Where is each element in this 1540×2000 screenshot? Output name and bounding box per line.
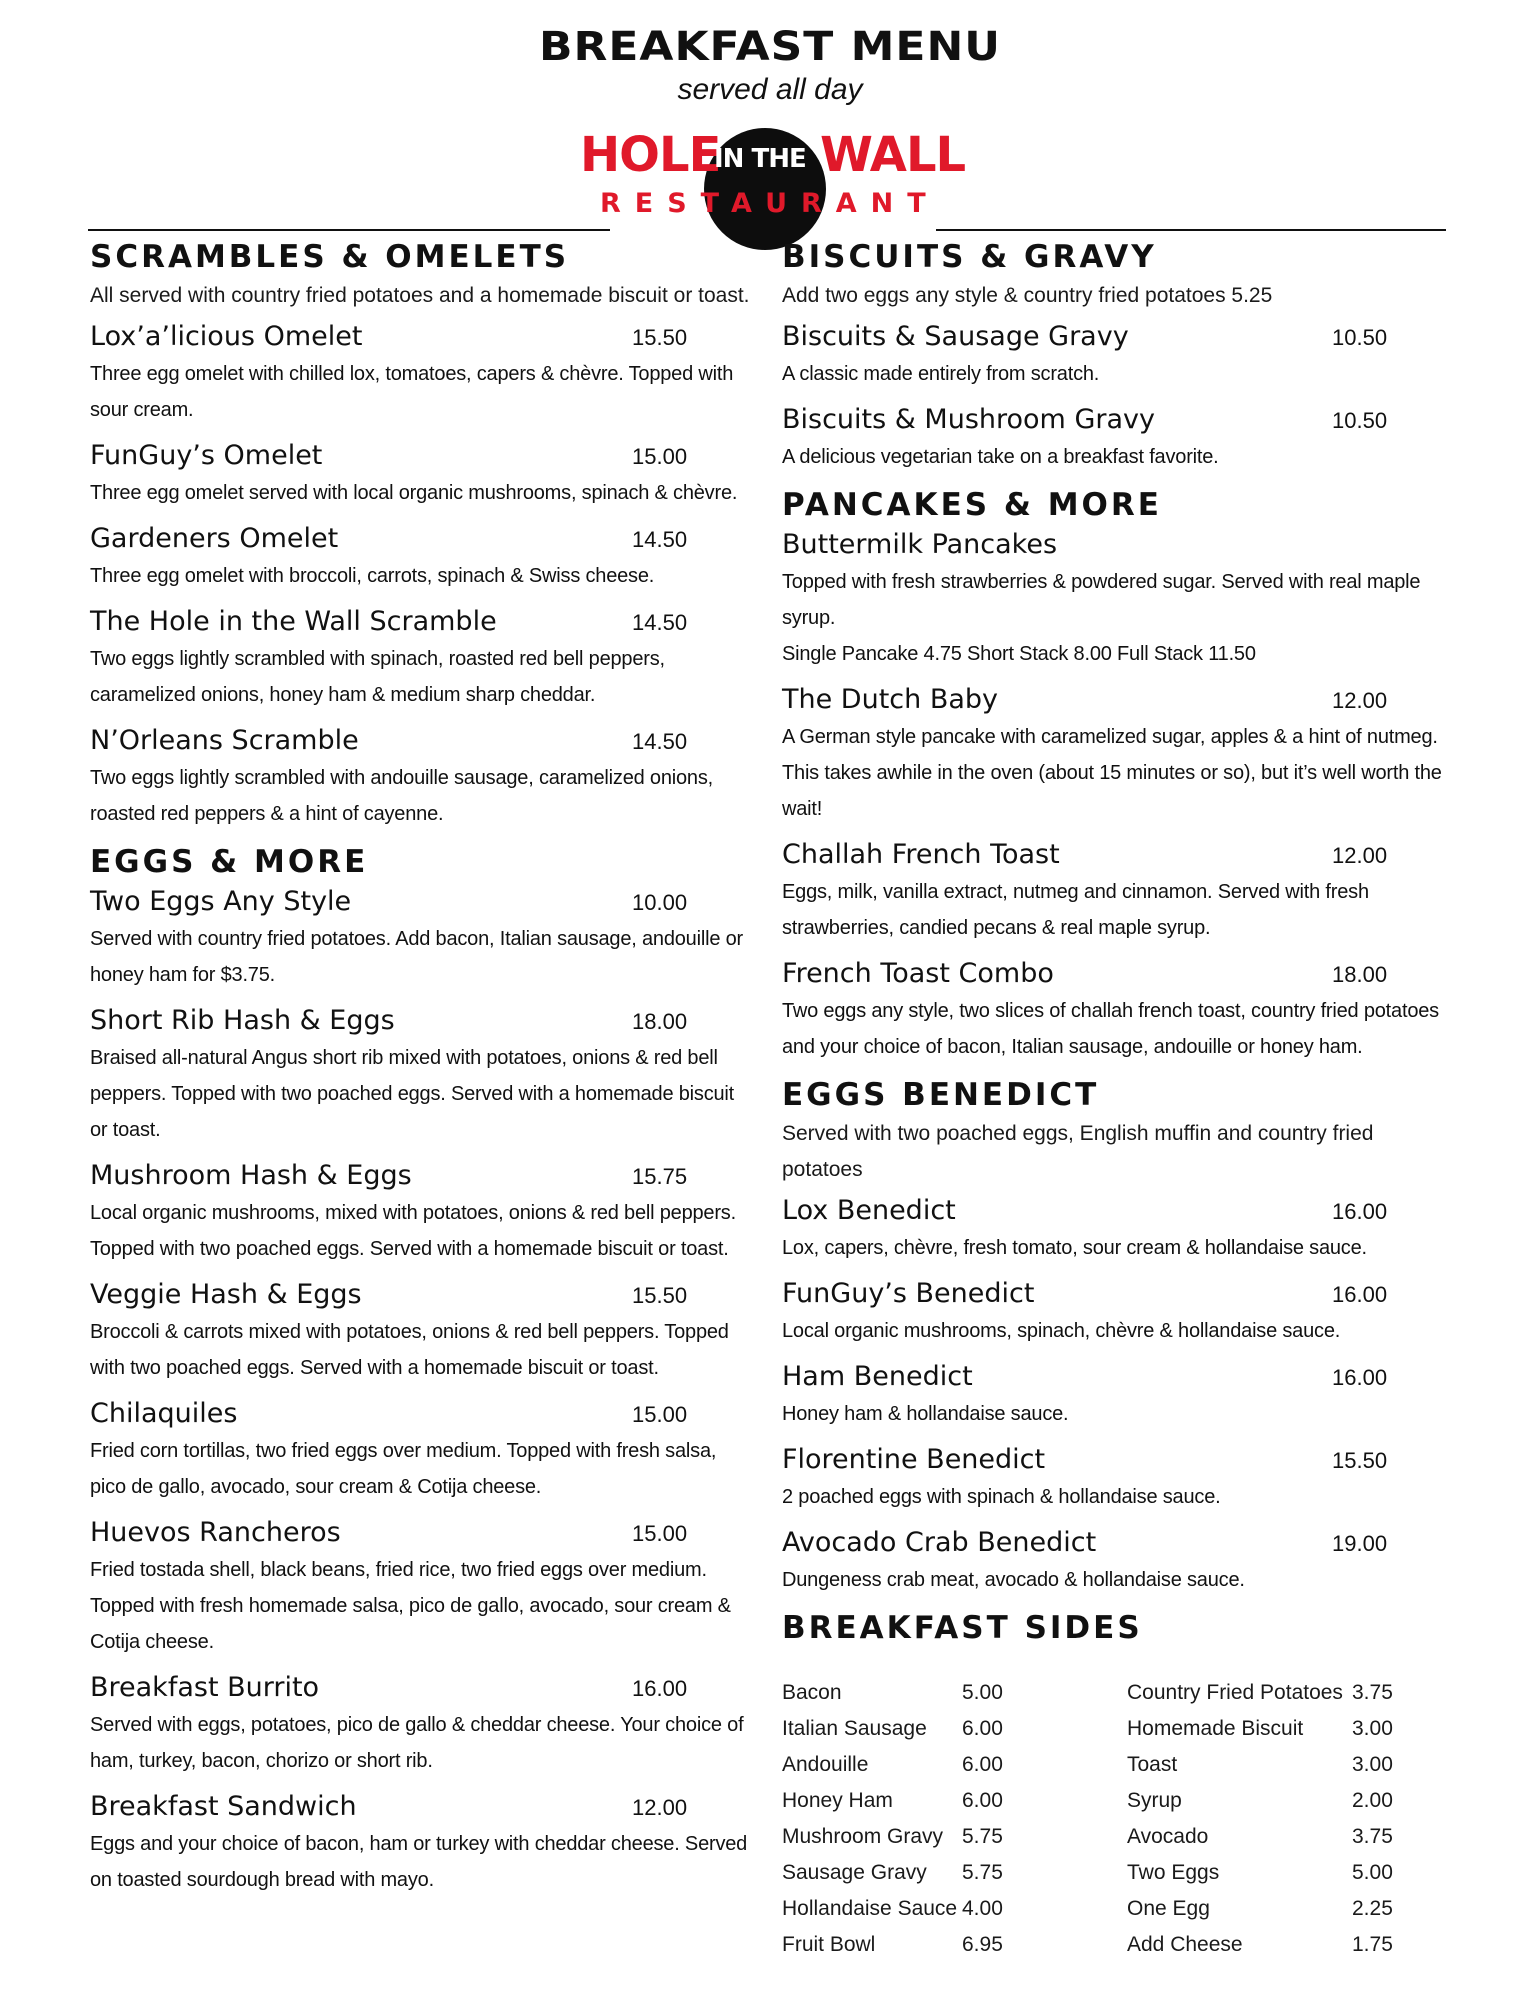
menu-item-description: Fried corn tortillas, two fried eggs over medium. Topped with fresh salsa, pico de gallo, avocado, sour cream & Cotija cheese. — [90, 1440, 717, 1498]
section-note: Add two eggs any style & country fried potatoes 5.25 — [782, 284, 1273, 307]
side-item — [1127, 1855, 1412, 1891]
menu-item-header — [782, 401, 1452, 439]
menu-item — [90, 520, 750, 594]
menu-item — [90, 1395, 750, 1505]
side-item-name: Bacon — [782, 1681, 842, 1704]
section-title: BREAKFAST SIDES — [782, 1610, 1143, 1646]
logo-hole-text: HOLE — [580, 127, 721, 183]
side-item-price: 6.00 — [962, 1789, 1003, 1812]
menu-item — [90, 1002, 750, 1148]
side-item — [1127, 1711, 1412, 1747]
menu-item-name: Ham Benedict — [782, 1361, 973, 1392]
menu-item-header — [782, 1358, 1452, 1396]
menu-item-header — [90, 520, 750, 558]
side-item-name: Mushroom Gravy — [782, 1825, 944, 1848]
menu-item — [90, 437, 750, 511]
menu-item-description: Local organic mushrooms, spinach, chèvre & hollandaise sauce. — [782, 1320, 1341, 1342]
side-item — [782, 1711, 1022, 1747]
side-item — [1127, 1927, 1412, 1963]
menu-item-description: Topped with fresh strawberries & powdered sugar. Served with real maple syrup. — [782, 571, 1421, 629]
side-item-price: 3.75 — [1352, 1825, 1393, 1848]
menu-item-price: 16.00 — [1332, 1199, 1388, 1224]
side-item — [1127, 1675, 1412, 1711]
menu-item-name: Veggie Hash & Eggs — [90, 1279, 362, 1310]
menu-item-header — [782, 526, 1452, 564]
side-item-name: Fruit Bowl — [782, 1933, 876, 1956]
sides-list — [782, 1675, 1452, 1985]
menu-item-description: Eggs, milk, vanilla extract, nutmeg and cinnamon. Served with fresh strawberries, candied pecans & real maple syrup. — [782, 881, 1369, 939]
menu-item-header — [782, 955, 1452, 993]
menu-item-header — [782, 836, 1452, 874]
menu-item-header — [782, 1192, 1452, 1230]
menu-item-header — [90, 1669, 750, 1707]
side-item-name: Andouille — [782, 1753, 869, 1776]
menu-item — [782, 1524, 1452, 1598]
menu-item — [782, 1441, 1452, 1515]
menu-item-price: 15.75 — [632, 1164, 688, 1189]
menu-item-price: 15.00 — [632, 444, 688, 469]
menu-item-price: 12.00 — [1332, 688, 1388, 713]
menu-item-header — [782, 1275, 1452, 1313]
menu-section — [90, 841, 750, 1898]
menu-section — [90, 236, 750, 832]
menu-item-price: 10.50 — [1332, 325, 1388, 350]
header-rule-left — [88, 229, 610, 231]
menu-item-name: Short Rib Hash & Eggs — [90, 1005, 395, 1036]
menu-item-description: A delicious vegetarian take on a breakfast favorite. — [782, 446, 1219, 468]
side-item-price: 6.00 — [962, 1753, 1003, 1776]
side-item-name: Hollandaise Sauce — [782, 1897, 958, 1920]
logo-restaurant-text: RESTAURANT — [600, 188, 940, 219]
menu-item-description: Eggs and your choice of bacon, ham or turkey with cheddar cheese. Served on toasted sourdough bread with mayo. — [90, 1833, 748, 1891]
menu-item-price: 19.00 — [1332, 1531, 1388, 1556]
menu-item-price: 10.50 — [1332, 408, 1388, 433]
side-item — [782, 1783, 1022, 1819]
menu-item — [782, 836, 1452, 946]
menu-item-price: 16.00 — [1332, 1282, 1388, 1307]
side-item-name: Homemade Biscuit — [1127, 1717, 1304, 1740]
menu-item-name: Breakfast Sandwich — [90, 1791, 357, 1822]
menu-item-price: 14.50 — [632, 729, 688, 754]
menu-item-name: The Dutch Baby — [782, 684, 999, 715]
menu-item-name: Biscuits & Mushroom Gravy — [782, 404, 1155, 435]
side-item-name: Sausage Gravy — [782, 1861, 927, 1884]
menu-item-description: Dungeness crab meat, avocado & hollandaise sauce. — [782, 1569, 1245, 1591]
menu-item-description: Lox, capers, chèvre, fresh tomato, sour cream & hollandaise sauce. — [782, 1237, 1367, 1259]
menu-item — [90, 1514, 750, 1660]
section-title: SCRAMBLES & OMELETS — [90, 239, 570, 275]
side-item-name: One Egg — [1127, 1897, 1210, 1920]
menu-item-header — [782, 681, 1452, 719]
menu-section — [782, 1074, 1452, 1598]
menu-item-price: 15.50 — [632, 1283, 688, 1308]
menu-item-header — [90, 1157, 750, 1195]
side-item-name: Syrup — [1127, 1789, 1182, 1812]
menu-item-price: 12.00 — [1332, 843, 1388, 868]
menu-item-header — [90, 1002, 750, 1040]
section-title: EGGS & MORE — [90, 844, 369, 880]
menu-item-description: Fried tostada shell, black beans, fried rice, two fried eggs over medium. Topped with fresh homemade salsa, pico de gallo, avocado, sour cream & Cotija cheese. — [90, 1559, 731, 1653]
menu-item-header — [782, 1524, 1452, 1562]
menu-item-description: Two eggs lightly scrambled with spinach, roasted red bell peppers, caramelized onions, honey ham & medium sharp cheddar. — [90, 648, 665, 706]
side-item-name: Two Eggs — [1127, 1861, 1220, 1884]
menu-item-description: Served with eggs, potatoes, pico de gallo & cheddar cheese. Your choice of ham, turkey, bacon, chorizo or short rib. — [90, 1714, 744, 1772]
menu-item-name: French Toast Combo — [782, 958, 1054, 989]
side-item-price: 6.00 — [962, 1717, 1003, 1740]
menu-item — [782, 955, 1452, 1065]
menu-item-name: N’Orleans Scramble — [90, 725, 359, 756]
menu-item — [90, 883, 750, 993]
logo-wall-text: WALL — [820, 127, 966, 183]
menu-item-header — [90, 1276, 750, 1314]
menu-item — [90, 1788, 750, 1898]
side-item-price: 3.00 — [1352, 1753, 1393, 1776]
side-item-name: Avocado — [1127, 1825, 1209, 1848]
menu-item-price: 12.00 — [632, 1795, 688, 1820]
section-title: EGGS BENEDICT — [782, 1077, 1100, 1113]
side-item — [1127, 1783, 1412, 1819]
menu-item-price: 18.00 — [632, 1009, 688, 1034]
menu-item-price: 18.00 — [1332, 962, 1388, 987]
menu-item-header — [90, 318, 750, 356]
section-title: BISCUITS & GRAVY — [782, 239, 1157, 275]
menu-item-header — [90, 603, 750, 641]
menu-item-description: 2 poached eggs with spinach & hollandaise sauce. — [782, 1486, 1221, 1508]
side-item — [782, 1675, 1022, 1711]
menu-item-description: Braised all-natural Angus short rib mixed with potatoes, onions & red bell peppers. Topped with two poached eggs. Served with a homemade biscuit or toast. — [90, 1047, 735, 1141]
menu-item-name: Florentine Benedict — [782, 1444, 1046, 1475]
side-item-name: Italian Sausage — [782, 1717, 927, 1740]
side-item-price: 1.75 — [1352, 1933, 1393, 1956]
menu-item-description: Three egg omelet with broccoli, carrots, spinach & Swiss cheese. — [90, 565, 655, 587]
menu-item-description: A classic made entirely from scratch. — [782, 363, 1100, 385]
menu-section — [782, 484, 1452, 1065]
menu-item-name: Two Eggs Any Style — [90, 886, 352, 917]
section-title: PANCAKES & MORE — [782, 487, 1162, 523]
header-rule-right — [936, 229, 1446, 231]
menu-section — [782, 236, 1452, 475]
side-item — [1127, 1819, 1412, 1855]
menu-item — [90, 1276, 750, 1386]
menu-item-header — [90, 722, 750, 760]
menu-item-description: Three egg omelet served with local organic mushrooms, spinach & chèvre. — [90, 482, 738, 504]
menu-item-price: 14.50 — [632, 610, 688, 635]
menu-item-header — [782, 1441, 1452, 1479]
menu-item-name: The Hole in the Wall Scramble — [90, 606, 497, 637]
menu-item-name: Breakfast Burrito — [90, 1672, 320, 1703]
menu-item-name: Avocado Crab Benedict — [782, 1527, 1097, 1558]
menu-title: BREAKFAST MENU — [538, 23, 1002, 70]
side-item-name: Honey Ham — [782, 1789, 893, 1812]
menu-item — [90, 318, 750, 428]
menu-item-price: 15.00 — [632, 1521, 688, 1546]
side-item-price: 5.75 — [962, 1861, 1003, 1884]
logo-in-the-text: IN THE — [714, 144, 806, 174]
menu-item-name: Lox’a’licious Omelet — [90, 321, 363, 352]
side-item-name: Add Cheese — [1127, 1933, 1243, 1956]
side-item — [1127, 1747, 1412, 1783]
menu-item-description: A German style pancake with caramelized sugar, apples & a hint of nutmeg. This takes awhile in the oven (about 15 minutes or so), but it’s well worth the wait! — [782, 726, 1442, 820]
menu-item-price: 15.50 — [1332, 1448, 1388, 1473]
menu-item-header — [90, 883, 750, 921]
menu-subtitle: served all day — [677, 73, 863, 106]
menu-item — [782, 318, 1452, 392]
menu-item — [90, 722, 750, 832]
menu-item-name: Chilaquiles — [90, 1398, 238, 1429]
menu-item-header — [90, 1514, 750, 1552]
breakfast-sides-section — [782, 1607, 1452, 1985]
menu-item-name: Gardeners Omelet — [90, 523, 339, 554]
menu-item-name: Mushroom Hash & Eggs — [90, 1160, 412, 1191]
left-column — [90, 236, 750, 1907]
menu-item-description: Broccoli & carrots mixed with potatoes, onions & red bell peppers. Topped with two poached eggs. Served with a homemade biscuit or toast. — [90, 1321, 729, 1379]
side-item-price: 2.00 — [1352, 1789, 1393, 1812]
menu-item-options: Single Pancake 4.75 Short Stack 8.00 Full Stack 11.50 — [782, 643, 1256, 665]
restaurant-logo — [580, 116, 966, 246]
menu-item-name: FunGuy’s Omelet — [90, 440, 323, 471]
side-item-price: 3.00 — [1352, 1717, 1393, 1740]
side-item — [782, 1747, 1022, 1783]
menu-item-price: 15.00 — [632, 1402, 688, 1427]
menu-item — [782, 1192, 1452, 1266]
side-item-price: 6.95 — [962, 1933, 1003, 1956]
menu-item-header — [90, 1788, 750, 1826]
menu-item-header — [782, 318, 1452, 356]
menu-item — [90, 1157, 750, 1267]
menu-header — [0, 22, 1540, 246]
menu-item — [782, 1275, 1452, 1349]
menu-item-header — [90, 1395, 750, 1433]
menu-item-price: 15.50 — [632, 325, 688, 350]
menu-item-header — [90, 437, 750, 475]
right-column — [782, 236, 1452, 1985]
menu-item-price: 14.50 — [632, 527, 688, 552]
side-item-price: 2.25 — [1352, 1897, 1393, 1920]
menu-item-description: Two eggs lightly scrambled with andouille sausage, caramelized onions, roasted red peppers & a hint of cayenne. — [90, 767, 714, 825]
side-item-price: 5.75 — [962, 1825, 1003, 1848]
side-item-name: Toast — [1127, 1753, 1178, 1776]
menu-item-name: Challah French Toast — [782, 839, 1060, 870]
side-item-name: Country Fried Potatoes — [1127, 1681, 1343, 1704]
side-item — [782, 1891, 1022, 1927]
menu-item — [90, 1669, 750, 1779]
menu-item-name: FunGuy’s Benedict — [782, 1278, 1035, 1309]
menu-item-name: Lox Benedict — [782, 1195, 956, 1226]
side-item — [782, 1855, 1022, 1891]
section-note: All served with country fried potatoes and a homemade biscuit or toast. — [90, 284, 750, 307]
menu-item — [782, 401, 1452, 475]
menu-item-description: Three egg omelet with chilled lox, tomatoes, capers & chèvre. Topped with sour cream. — [90, 363, 734, 421]
menu-item-price: 16.00 — [1332, 1365, 1388, 1390]
menu-item — [782, 681, 1452, 827]
menu-item — [782, 526, 1452, 672]
menu-item — [90, 603, 750, 713]
menu-item — [782, 1358, 1452, 1432]
section-note: Served with two poached eggs, English muffin and country fried potatoes — [782, 1122, 1374, 1181]
side-item — [1127, 1891, 1412, 1927]
side-item — [782, 1927, 1022, 1963]
side-item-price: 5.00 — [962, 1681, 1003, 1704]
side-item-price: 5.00 — [1352, 1861, 1393, 1884]
menu-item-description: Two eggs any style, two slices of challah french toast, country fried potatoes and your choice of bacon, Italian sausage, andouille or honey ham. — [782, 1000, 1439, 1058]
menu-item-description: Honey ham & hollandaise sauce. — [782, 1403, 1069, 1425]
side-item-price: 3.75 — [1352, 1681, 1393, 1704]
menu-item-name: Buttermilk Pancakes — [782, 529, 1058, 560]
menu-item-description: Local organic mushrooms, mixed with potatoes, onions & red bell peppers. Topped with two poached eggs. Served with a homemade biscuit or toast. — [90, 1202, 736, 1260]
menu-item-description: Served with country fried potatoes. Add bacon, Italian sausage, andouille or honey ham for $3.75. — [90, 928, 744, 986]
side-item-price: 4.00 — [962, 1897, 1003, 1920]
menu-item-price: 16.00 — [632, 1676, 688, 1701]
side-item — [782, 1819, 1022, 1855]
menu-item-price: 10.00 — [632, 890, 688, 915]
menu-item-name: Biscuits & Sausage Gravy — [782, 321, 1129, 352]
menu-item-name: Huevos Rancheros — [90, 1517, 341, 1548]
